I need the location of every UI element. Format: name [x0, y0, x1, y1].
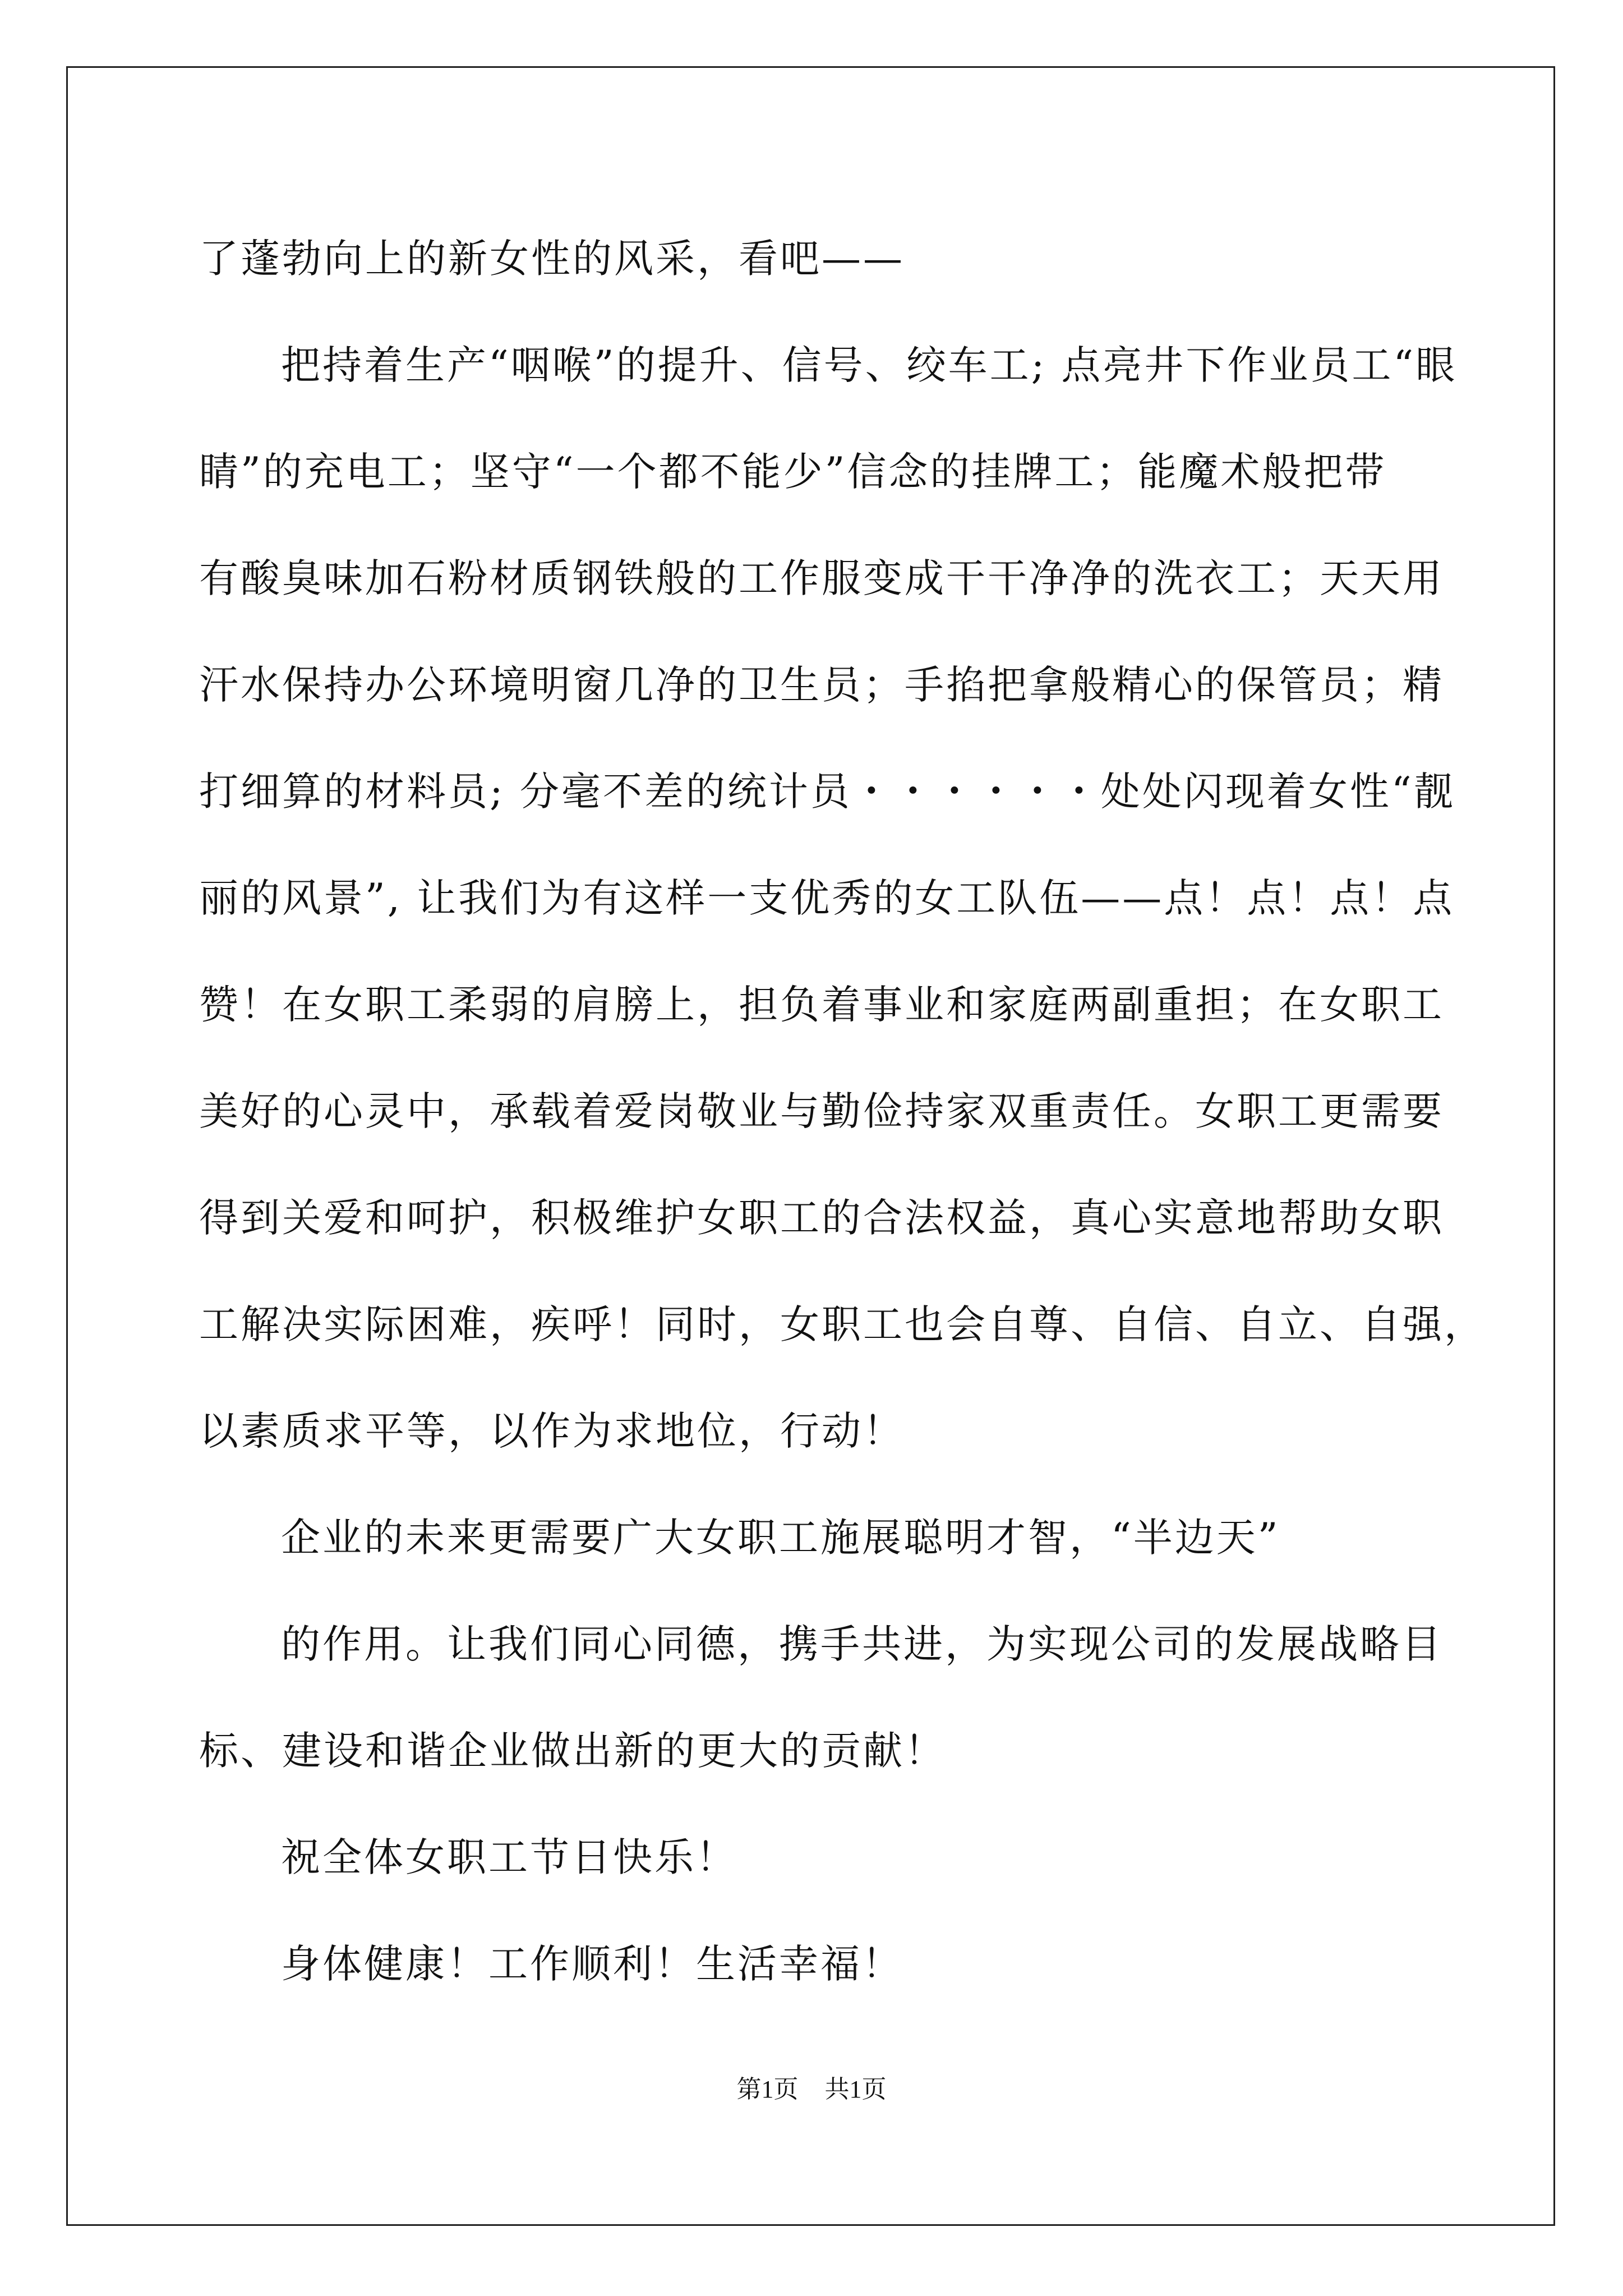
- text-line: 汗水保持办公环境明窗几净的卫生员；手掐把拿般精心的保管员；精: [199, 662, 1444, 708]
- text-line: 赞！在女职工柔弱的肩膀上，担负着事业和家庭两副重担；在女职工: [199, 982, 1444, 1028]
- text-line: 标、建设和谐企业做出新的更大的贡献！: [199, 1728, 946, 1774]
- page-total: 共1页: [824, 2076, 887, 2103]
- text-line: 打细算的材料员; 分毫不差的统计员・・・・・・处处闪现着女性“靓: [199, 769, 1455, 815]
- text-line: 得到关爱和呵护，积极维护女职工的合法权益，真心实意地帮助女职: [199, 1195, 1444, 1241]
- text-line: 美好的心灵中，承载着爱岗敬业与勤俭持家双重责任。女职工更需要: [199, 1088, 1444, 1134]
- text-line: 睛”的充电工；坚守“一个都不能少”信念的挂牌工；能魔术般把带: [199, 449, 1387, 495]
- text-line: 丽的风景”, 让我们为有这样一支优秀的女工队伍——点！点！点！点: [199, 875, 1455, 921]
- page-number: 第1页: [736, 2076, 799, 2103]
- document-body: [199, 205, 1486, 2017]
- text-line: 身体健康！工作顺利！生活幸福！: [281, 1941, 903, 1987]
- page-footer: [0, 2069, 1623, 2105]
- text-line: 把持着生产“咽喉”的提升、信号、绞车工; 点亮井下作业员工“眼: [281, 342, 1458, 388]
- text-line: 有酸臭味加石粉材质钢铁般的工作服变成干干净净的洗衣工；天天用: [199, 555, 1444, 601]
- text-line: 的作用。让我们同心同德，携手共进，为实现公司的发展战略目: [281, 1621, 1443, 1667]
- text-line: 以素质求平等，以作为求地位，行动！: [199, 1408, 905, 1454]
- text-line: 祝全体女职工节日快乐！: [281, 1834, 737, 1880]
- text-line: 工解决实际困难，疾呼！同时，女职工也会自尊、自信、自立、自强，: [199, 1301, 1486, 1347]
- text-line: 企业的未来更需要广大女职工施展聪明才智，“半边天”: [281, 1515, 1280, 1561]
- text-line: 了蓬勃向上的新女性的风采，看吧——: [199, 236, 905, 282]
